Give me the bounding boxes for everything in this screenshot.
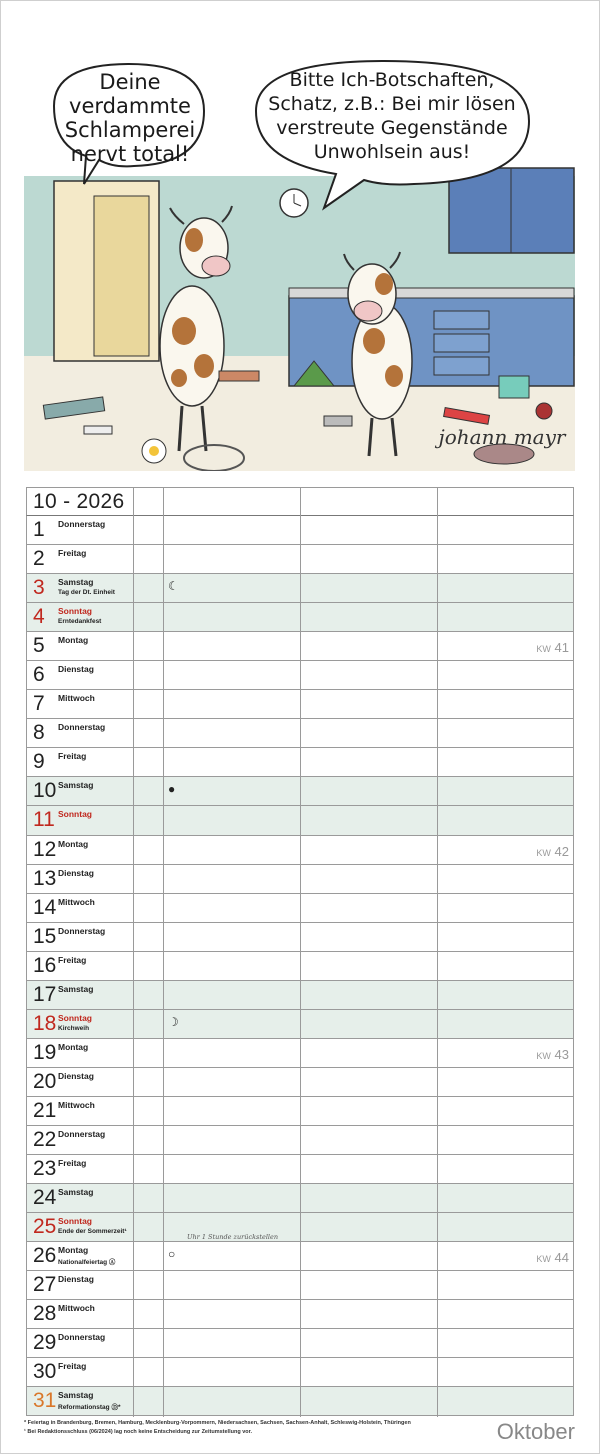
weekday-name: Donnerstag bbox=[58, 925, 106, 936]
weekday-name: Dienstag bbox=[58, 1274, 94, 1285]
weekday-name: Freitag bbox=[58, 1158, 87, 1169]
footnotes bbox=[24, 1419, 424, 1437]
weekday-name: Freitag bbox=[58, 548, 87, 559]
holiday-label: Tag der Dt. Einheit bbox=[58, 589, 115, 597]
weekday-name: Donnerstag bbox=[58, 519, 106, 529]
weekday-name: Mittwoch bbox=[58, 693, 95, 704]
column-divider-2 bbox=[163, 487, 164, 1417]
day-number: 20 bbox=[33, 1069, 57, 1093]
weekday-name: Mittwoch bbox=[58, 1303, 95, 1314]
day-number: 23 bbox=[33, 1157, 57, 1181]
bubble-left-line-4: nervt total! bbox=[70, 142, 190, 166]
bubble-left-line-3: Schlamperei bbox=[64, 118, 196, 142]
column-divider-4 bbox=[437, 487, 438, 1417]
day-number: 24 bbox=[33, 1186, 57, 1210]
moon-phase-icon: ● bbox=[168, 782, 176, 797]
weekday-name: Samstag bbox=[58, 1390, 94, 1401]
moon-phase-icon: ☽ bbox=[168, 1014, 179, 1029]
calendar-grid bbox=[26, 487, 574, 1454]
weekday-name: Donnerstag bbox=[58, 1128, 106, 1139]
day-number: 9 bbox=[33, 750, 45, 774]
bubble-right-line-3: verstreute Gegenstände bbox=[276, 117, 508, 139]
day-number: 6 bbox=[33, 663, 45, 687]
weekday-name: Mittwoch bbox=[58, 1099, 95, 1110]
holiday-label: Kirchweih bbox=[58, 1024, 90, 1032]
calendar-week-number: 44 bbox=[554, 1250, 569, 1266]
calendar-week-label bbox=[536, 640, 569, 655]
weekday-name: Sonntag bbox=[58, 809, 92, 820]
weekday-name: Freitag bbox=[58, 751, 87, 762]
day-number: 27 bbox=[33, 1273, 57, 1297]
moon-phase-icon: ☾ bbox=[168, 579, 179, 594]
moon-phase-icon: ○ bbox=[168, 1247, 176, 1262]
day-number: 12 bbox=[33, 837, 57, 861]
calendar-week-prefix: KW bbox=[536, 1050, 551, 1061]
weekday-name: Sonntag bbox=[58, 1012, 92, 1023]
calendar-week-prefix: KW bbox=[536, 1254, 551, 1265]
day-number: 16 bbox=[33, 953, 57, 977]
day-number: 28 bbox=[33, 1302, 57, 1326]
day-number: 3 bbox=[33, 576, 45, 600]
day-number: 13 bbox=[33, 866, 57, 890]
holiday-label: Erntedankfest bbox=[58, 618, 102, 626]
bubble-left-line-2: verdammte bbox=[69, 94, 191, 118]
weekday-name: Dienstag bbox=[58, 1070, 94, 1081]
weekday-name: Sonntag bbox=[58, 606, 92, 617]
weekday-name: Donnerstag bbox=[58, 722, 106, 733]
day-number: 7 bbox=[33, 692, 45, 716]
weekday-name: Sonntag bbox=[58, 1216, 92, 1227]
weekday-name: Montag bbox=[58, 1041, 89, 1052]
bubble-right-line-4: Unwohlsein aus! bbox=[313, 141, 471, 163]
artist-signature: johann mayr bbox=[438, 425, 566, 449]
day-number: 17 bbox=[33, 982, 57, 1006]
calendar-week-label bbox=[536, 1047, 569, 1062]
column-divider-3 bbox=[300, 487, 301, 1417]
weekday-name: Dienstag bbox=[58, 867, 94, 878]
weekday-name: Donnerstag bbox=[58, 1332, 106, 1343]
calendar-week-prefix: KW bbox=[536, 644, 551, 655]
calendar-week-label bbox=[536, 1250, 569, 1265]
day-number: 22 bbox=[33, 1127, 57, 1151]
calendar-week-number: 43 bbox=[554, 1046, 569, 1062]
weekday-name: Freitag bbox=[58, 1361, 87, 1372]
day-number: 21 bbox=[33, 1098, 57, 1122]
day-number: 29 bbox=[33, 1331, 57, 1355]
day-number: 2 bbox=[33, 547, 45, 571]
footnote-timechange: ¹ Bei Redaktionsschluss (06/2024) lag noch keine Entscheidung zur Zeitumstellung vor. bbox=[24, 1429, 253, 1435]
weekday-name: Freitag bbox=[58, 954, 87, 965]
weekday-name: Samstag bbox=[58, 780, 94, 791]
day-number: 18 bbox=[33, 1011, 57, 1035]
bubble-right-line-1: Bitte Ich-Botschaften, bbox=[289, 69, 495, 91]
calendar-week-number: 42 bbox=[554, 843, 569, 859]
weekday-name: Montag bbox=[58, 635, 89, 646]
bubble-left-line-1: Deine bbox=[99, 70, 161, 94]
day-number: 15 bbox=[33, 924, 57, 948]
day-note: Uhr 1 Stunde zurückstellen bbox=[187, 1233, 279, 1242]
day-number: 10 bbox=[33, 779, 57, 803]
day-number: 5 bbox=[33, 634, 45, 658]
day-number: 4 bbox=[33, 605, 45, 629]
bubble-right-line-2: Schatz, z.B.: Bei mir lösen bbox=[268, 93, 516, 115]
holiday-label: Reformationstag Ⓓ* bbox=[58, 1404, 121, 1412]
cartoon-illustration bbox=[24, 56, 575, 471]
holiday-label: Ende der Sommerzeit¹ bbox=[58, 1228, 127, 1236]
day-number: 8 bbox=[33, 721, 45, 745]
weekday-name: Samstag bbox=[58, 983, 94, 994]
day-number: 14 bbox=[33, 895, 57, 919]
weekday-name: Samstag bbox=[58, 1187, 94, 1198]
day-number: 11 bbox=[33, 808, 55, 832]
day-number: 31 bbox=[33, 1389, 57, 1413]
day-number: 1 bbox=[33, 518, 45, 541]
month-name: Oktober bbox=[496, 1419, 575, 1444]
calendar-week-label bbox=[536, 844, 569, 859]
calendar-week-number: 41 bbox=[554, 640, 569, 656]
weekday-name: Samstag bbox=[58, 577, 94, 588]
day-number: 26 bbox=[33, 1244, 57, 1268]
footnote-holiday: * Feiertag in Brandenburg, Bremen, Hamburg, Mecklenburg-Vorpommern, Niedersachsen, Sachsen, Sachsen-Anhalt, Schleswig-Holstein, Thüringen bbox=[24, 1420, 411, 1426]
calendar-week-prefix: KW bbox=[536, 847, 551, 858]
column-divider-1 bbox=[133, 487, 134, 1417]
weekday-name: Montag bbox=[58, 1245, 89, 1256]
holiday-label: Nationalfeiertag Ⓐ bbox=[58, 1259, 116, 1267]
weekday-name: Dienstag bbox=[58, 664, 94, 675]
weekday-name: Mittwoch bbox=[58, 896, 95, 907]
day-number: 25 bbox=[33, 1215, 57, 1239]
weekday-name: Montag bbox=[58, 838, 89, 849]
calendar-title: 10 - 2026 bbox=[33, 490, 125, 513]
day-number: 19 bbox=[33, 1040, 57, 1064]
day-number: 30 bbox=[33, 1360, 57, 1384]
